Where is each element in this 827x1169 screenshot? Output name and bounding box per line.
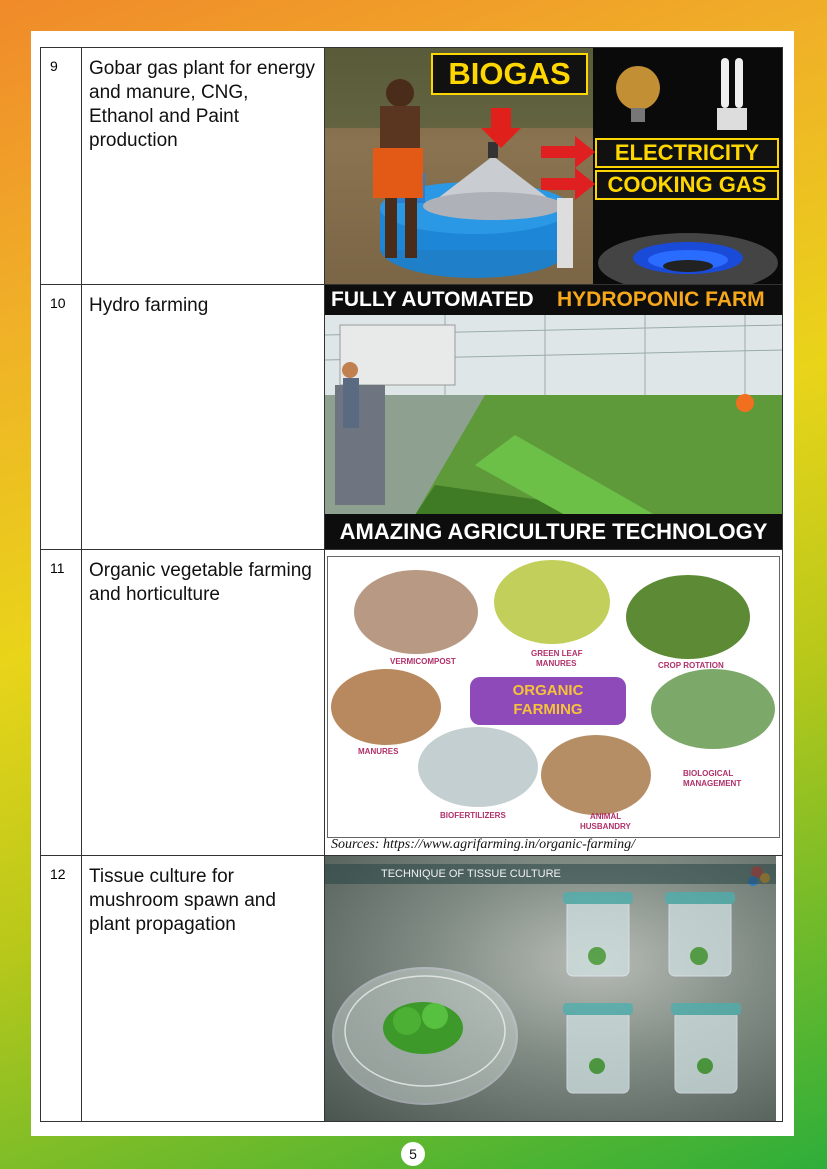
farming-label: FARMING [513, 701, 583, 718]
video-title: TECHNIQUE OF TISSUE CULTURE [381, 868, 561, 880]
table-row [41, 856, 783, 1122]
page-number: 5 [401, 1142, 425, 1166]
biological-label: BIOLOGICAL [683, 769, 734, 778]
greenhouse-illustration [325, 315, 782, 515]
tissue-culture-image-cell [325, 856, 783, 1122]
row-number: 9 [41, 48, 82, 285]
organic-label: ORGANIC [512, 682, 584, 699]
green-manures-label: MANURES [536, 659, 577, 668]
row-description: Organic vegetable farming and horticulture [82, 550, 325, 856]
table-row [41, 285, 783, 550]
row-description: Hydro farming [82, 285, 325, 550]
vermicompost-label: VERMICOMPOST [390, 657, 456, 666]
page-sheet [31, 31, 794, 1136]
title-part-b: HYDROPONIC FARM [557, 288, 765, 311]
organic-image-cell [325, 550, 783, 856]
manures-label: MANURES [358, 747, 399, 756]
crop-rotation-label: CROP ROTATION [658, 661, 724, 670]
source-caption: Sources: https://www.agrifarming.in/organic-farming/ [331, 837, 635, 852]
hydroponic-image-cell [325, 285, 783, 550]
organic-farming-diagram [327, 556, 780, 838]
tissue-culture-photo [325, 856, 776, 1121]
husbandry-label: HUSBANDRY [580, 822, 631, 831]
biogas-label: BIOGAS [431, 53, 588, 95]
electricity-label: ELECTRICITY [595, 138, 779, 168]
red-arrows-icon [541, 136, 595, 202]
row-description: Tissue culture for mushroom spawn and plant propagation [82, 856, 325, 1122]
row-number: 10 [41, 285, 82, 550]
biogas-image-cell [325, 48, 783, 285]
title-part-a: FULLY AUTOMATED [331, 288, 534, 311]
electricity-cooking-photo [593, 48, 782, 284]
hydroponic-farm-photo [325, 285, 782, 549]
green-leaf-label: GREEN LEAF [531, 649, 583, 658]
row-number: 12 [41, 856, 82, 1122]
biofertilizers-label: BIOFERTILIZERS [440, 811, 506, 820]
cooking-gas-label: COOKING GAS [595, 170, 779, 200]
row-number: 11 [41, 550, 82, 856]
bottom-caption: AMAZING AGRICULTURE TECHNOLOGY [339, 519, 768, 544]
table-row [41, 550, 783, 856]
management-label: MANAGEMENT [683, 779, 742, 788]
content-table [40, 47, 783, 1122]
table-row [41, 48, 783, 285]
row-description: Gobar gas plant for energy and manure, CNG, Ethanol and Paint production [82, 48, 325, 285]
animal-label: ANIMAL [590, 812, 622, 821]
petri-dish-and-jars-illustration [325, 856, 776, 1121]
